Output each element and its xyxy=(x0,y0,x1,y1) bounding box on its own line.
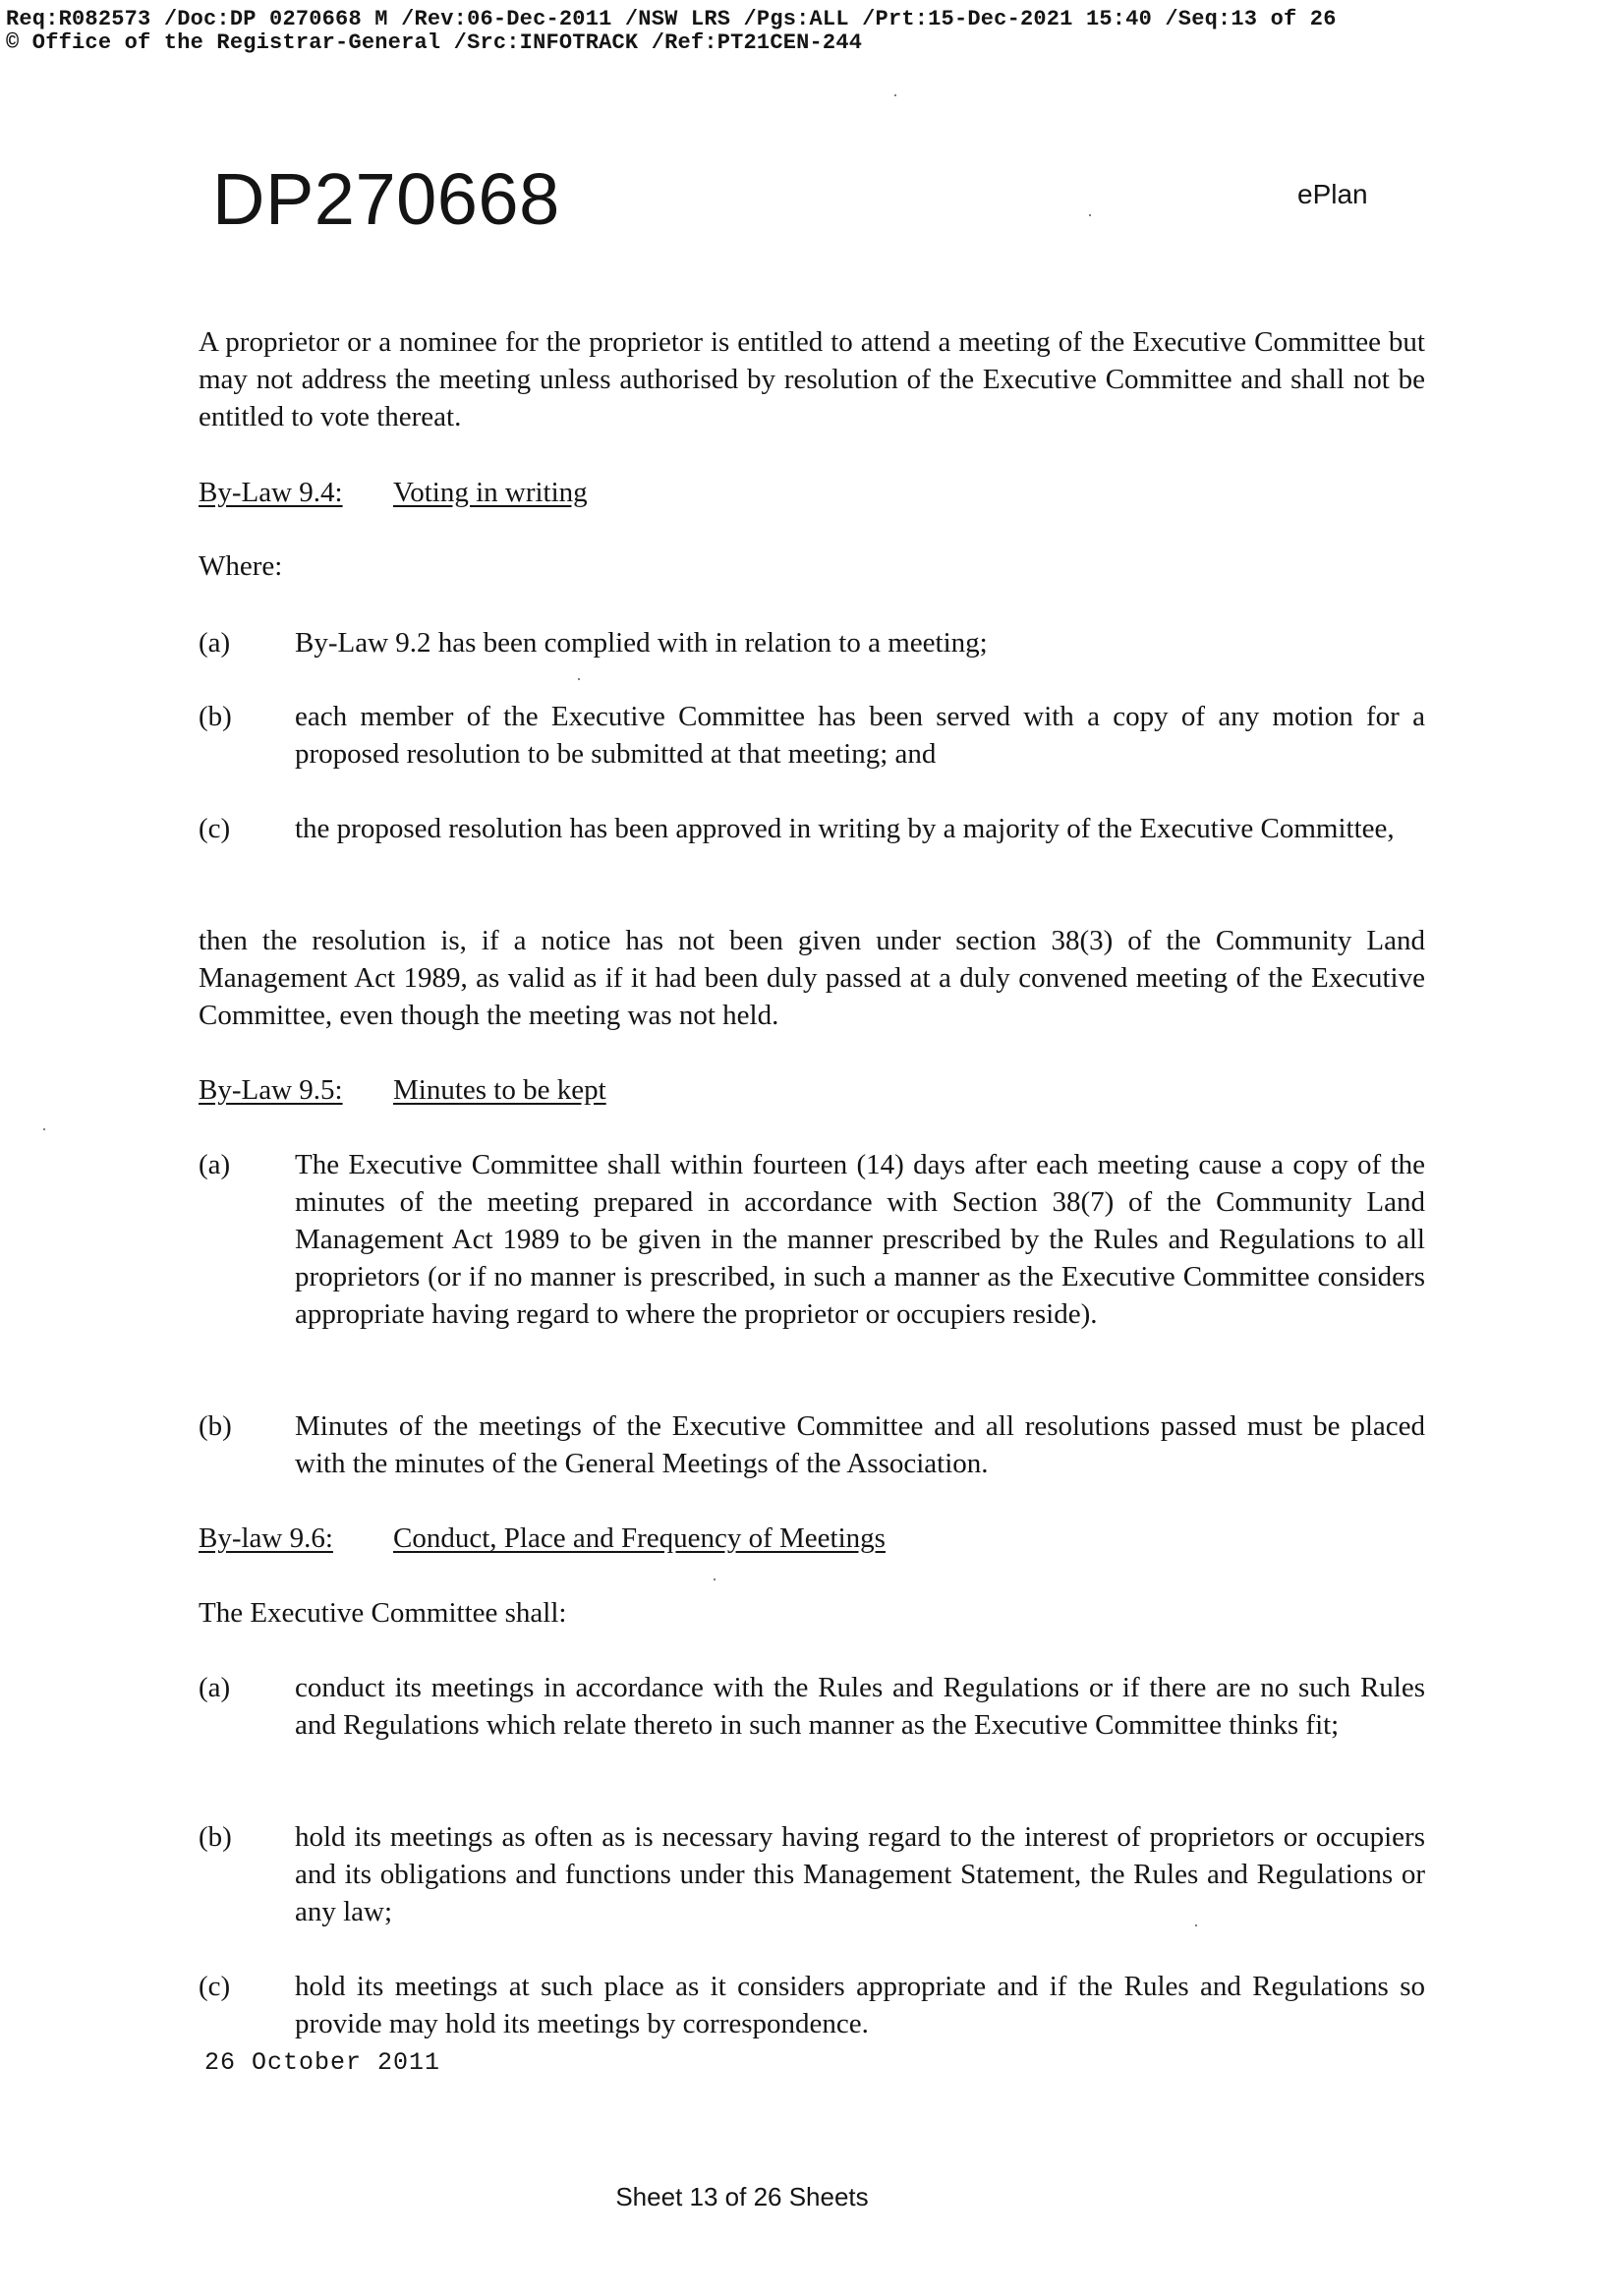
list-item-marker: (b) xyxy=(199,1410,232,1442)
list-item-marker: (b) xyxy=(199,1821,232,1853)
list-item-text: conduct its meetings in accordance with the Rules and Regulations or if there are no such Rules and Regulations which relate thereto in such manner as the Executive Committee thinks fit; xyxy=(295,1672,1425,1741)
bylaw-9-5-number: By-Law 9.5: xyxy=(199,1074,343,1106)
scan-speck xyxy=(894,94,896,96)
registry-request-header: Req:R082573 /Doc:DP 0270668 M /Rev:06-Dec-2011 /NSW LRS /Pgs:ALL /Prt:15-Dec-2021 15:40 /Seq:13 of 26 xyxy=(6,7,1337,31)
sheet-number-footer: Sheet 13 of 26 Sheets xyxy=(615,2182,869,2211)
scan-speck xyxy=(714,1578,716,1580)
list-item-marker: (a) xyxy=(199,1672,231,1703)
list-item-marker: (a) xyxy=(199,627,231,659)
scan-speck xyxy=(1195,1924,1197,1926)
bylaw-9-4-title: Voting in writing xyxy=(393,477,588,508)
scan-speck xyxy=(43,1128,45,1130)
list-item-text: hold its meetings as often as is necessary having regard to the interest of proprietors or occupiers and its obligations and functions under this Management Statement, the Rules and Regulations or any law; xyxy=(295,1821,1425,1927)
list-item-marker: (c) xyxy=(199,813,231,844)
scan-speck xyxy=(1089,214,1091,216)
intro-paragraph: A proprietor or a nominee for the proprietor is entitled to attend a meeting of the Executive Committee but may not address the meeting unless authorised by resolution of the Executive Committee and shall not be entitled to vote thereat. xyxy=(199,326,1425,432)
list-item-marker: (c) xyxy=(199,1971,231,2002)
list-item-text: The Executive Committee shall within fourteen (14) days after each meeting cause a copy of the minutes of the meeting prepared in accordance with Section 38(7) of the Community Land Management Act 1989 to be given in the manner prescribed by the Rules and Regulations to all proprietors (or if no manner is prescribed, in such a manner as the Executive Committee considers appropriate having regard to where the proprietor or occupiers reside). xyxy=(295,1149,1425,1330)
plan-number: DP270668 xyxy=(212,158,560,240)
list-item-marker: (a) xyxy=(199,1149,231,1180)
list-item-text: By-Law 9.2 has been complied with in relation to a meeting; xyxy=(295,627,988,659)
bylaw-9-5-title: Minutes to be kept xyxy=(393,1074,606,1106)
bylaw-9-6-lead: The Executive Committee shall: xyxy=(199,1597,567,1629)
list-item-text: Minutes of the meetings of the Executive Committee and all resolutions passed must be placed with the minutes of the General Meetings of the Association. xyxy=(295,1410,1425,1479)
scan-speck xyxy=(578,678,580,680)
bylaw-9-6-title: Conduct, Place and Frequency of Meetings xyxy=(393,1522,886,1554)
list-item-text: the proposed resolution has been approved in writing by a majority of the Executive Committee, xyxy=(295,813,1395,844)
list-item-text: hold its meetings at such place as it considers appropriate and if the Rules and Regulations so provide may hold its meetings by correspondence. xyxy=(295,1971,1425,2039)
bylaw-9-4-closing: then the resolution is, if a notice has not been given under section 38(3) of the Community Land Management Act 1989, as valid as if it had been duly passed at a duly convened meeting of the Executive Committee, even though the meeting was not held. xyxy=(199,925,1425,1031)
eplan-label: ePlan xyxy=(1297,179,1368,209)
bylaw-9-6-number: By-law 9.6: xyxy=(199,1522,333,1554)
list-item-text: each member of the Executive Committee has been served with a copy of any motion for a proposed resolution to be submitted at that meeting; and xyxy=(295,701,1425,770)
bylaw-9-4-number: By-Law 9.4: xyxy=(199,477,343,508)
list-item-marker: (b) xyxy=(199,701,232,732)
registry-source-header: © Office of the Registrar-General /Src:INFOTRACK /Ref:PT21CEN-244 xyxy=(6,30,863,55)
document-date: 26 October 2011 xyxy=(204,2048,441,2077)
bylaw-9-4-lead: Where: xyxy=(199,550,283,582)
